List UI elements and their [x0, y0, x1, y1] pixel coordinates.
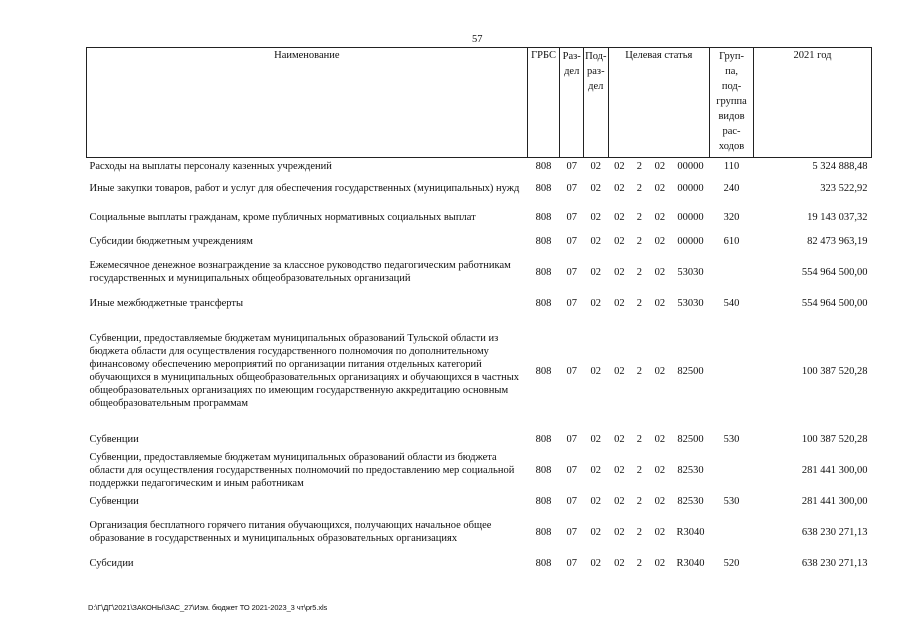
row-target-2: 2 [636, 526, 642, 538]
row-razdel: 07 [566, 160, 577, 172]
row-target-4: 00000 [677, 183, 704, 194]
row-sum: 323 522,92 [820, 183, 868, 194]
row-target-2: 2 [636, 266, 642, 278]
row-grbs: 808 [535, 433, 552, 445]
header-group-line: па, [725, 66, 738, 77]
row-razdel: 07 [566, 433, 577, 445]
row-target-1: 02 [614, 235, 625, 247]
row-razdel: 07 [566, 297, 577, 309]
row-target-4: 82500 [677, 365, 704, 377]
row-target-2: 2 [636, 160, 642, 172]
row-name: Субсидии бюджетным учреждениям [89, 235, 253, 247]
row-group [710, 250, 754, 294]
row-group: 610 [723, 235, 740, 247]
header-grbs: ГРБС [527, 48, 560, 158]
row-podrazdel: 02 [590, 160, 602, 172]
row-target-3: 02 [654, 433, 666, 445]
header-group-line: под- [721, 81, 742, 92]
row-podrazdel: 02 [590, 557, 602, 569]
row-target-3: 02 [654, 464, 666, 476]
header-group [710, 48, 754, 158]
page-number: 57 [472, 34, 483, 45]
row-razdel: 07 [566, 464, 577, 476]
table-row [87, 554, 872, 572]
row-podrazdel: 02 [590, 464, 602, 476]
row-razdel: 07 [566, 495, 577, 507]
header-target: Целевая статья [608, 48, 709, 158]
header-group-line: ходов [718, 141, 745, 152]
row-name: Расходы на выплаты персоналу казенных учреждений [89, 160, 332, 172]
header-name: Наименование [87, 48, 528, 158]
table-row [87, 448, 872, 492]
header-group-line: Груп- [719, 51, 744, 62]
row-razdel: 07 [566, 183, 577, 194]
row-target-1: 02 [614, 526, 625, 538]
row-name: Иные межбюджетные трансферты [89, 297, 244, 309]
table-row [87, 510, 872, 554]
row-grbs: 808 [535, 495, 552, 507]
row-group [710, 312, 754, 430]
row-name: Иные закупки товаров, работ и услуг для обеспечения государственных (муниципальных) нужд [89, 183, 520, 194]
table-row [87, 174, 872, 203]
row-sum: 638 230 271,13 [801, 526, 868, 538]
row-target-3: 02 [654, 235, 666, 247]
header-podrazdel-line: дел [588, 81, 604, 92]
table-row [87, 492, 872, 510]
row-grbs: 808 [535, 557, 552, 569]
header-podrazdel-line: раз- [587, 66, 605, 77]
row-target-2: 2 [636, 183, 642, 194]
row-target-3: 02 [654, 297, 666, 309]
row-target-1: 02 [614, 557, 625, 569]
table-row [87, 294, 872, 312]
row-target-4: R3040 [676, 526, 705, 538]
row-target-3: 02 [654, 526, 666, 538]
row-grbs: 808 [535, 365, 552, 377]
row-grbs: 808 [535, 160, 552, 172]
row-podrazdel: 02 [590, 433, 602, 445]
row-target-2: 2 [636, 212, 642, 223]
row-sum: 554 964 500,00 [801, 297, 868, 309]
row-name: Ежемесячное денежное вознаграждение за классное руководство педагогическим работникам государственных и муниципальных общеобразовательных организаций [89, 260, 511, 284]
row-target-1: 02 [614, 212, 625, 223]
row-target-2: 2 [636, 235, 642, 247]
row-grbs: 808 [535, 266, 552, 278]
row-name: Субвенции, предоставляемые бюджетам муниципальных образований Тульской области из бюджета области для осуществления государственного полномочия по дополнительному финансовому обеспечению мероприятий по организации питания отдельных категорий обучающихся в муниципальных общеобразовательных организациях и обучающихся в частных общеобразовательных организациях по имеющим государственную аккредитацию основным общеобразовательным программам [89, 333, 520, 409]
row-group: 320 [723, 212, 740, 223]
row-target-1: 02 [614, 365, 625, 377]
header-razdel-line: Раз- [562, 51, 581, 62]
row-target-4: 53030 [677, 297, 704, 309]
file-path-footer: D:\Г\ДГ\2021\ЗАКОНЫ\ЗАС_27\Изм. бюджет ТО 2021-2023_3 чт\pr5.xls [88, 603, 328, 612]
row-target-1: 02 [614, 495, 625, 507]
row-razdel: 07 [566, 557, 577, 569]
row-target-3: 02 [654, 183, 666, 194]
row-podrazdel: 02 [590, 212, 602, 223]
row-group: 520 [723, 557, 740, 569]
header-podrazdel-line: Под- [585, 51, 607, 62]
table-row [87, 203, 872, 232]
row-grbs: 808 [535, 212, 552, 223]
row-target-4: 00000 [677, 235, 704, 247]
row-grbs: 808 [535, 297, 552, 309]
header-group-line: группа [716, 96, 747, 107]
row-grbs: 808 [535, 464, 552, 476]
header-group-line: видов [718, 111, 745, 122]
row-podrazdel: 02 [590, 526, 602, 538]
row-razdel: 07 [566, 212, 577, 223]
row-sum: 100 387 520,28 [801, 365, 868, 377]
row-podrazdel: 02 [590, 235, 602, 247]
row-razdel: 07 [566, 526, 577, 538]
row-target-3: 02 [654, 160, 666, 172]
row-group: 240 [723, 183, 740, 194]
table-header-row [87, 48, 872, 158]
row-sum: 82 473 963,19 [807, 235, 868, 247]
row-group: 530 [723, 433, 740, 445]
row-podrazdel: 02 [590, 266, 602, 278]
header-year: 2021 год [754, 48, 872, 158]
row-group: 540 [723, 297, 740, 309]
row-target-1: 02 [614, 266, 625, 278]
row-sum: 5 324 888,48 [812, 160, 868, 172]
row-group [710, 510, 754, 554]
header-razdel-line: дел [564, 66, 580, 77]
row-grbs: 808 [535, 183, 552, 194]
row-target-4: 00000 [677, 160, 704, 172]
row-name: Субвенции, предоставляемые бюджетам муниципальных образований области из бюджета области для осуществления государственных полномочий по предоставлению мер социальной поддержки педагогическим и иным работникам [89, 451, 515, 489]
row-target-4: 82530 [677, 464, 704, 476]
row-sum: 19 143 037,32 [807, 212, 868, 223]
table-row [87, 232, 872, 250]
row-razdel: 07 [566, 266, 577, 278]
row-target-1: 02 [614, 160, 625, 172]
budget-table [86, 47, 872, 572]
row-sum: 100 387 520,28 [801, 433, 868, 445]
row-target-3: 02 [654, 495, 666, 507]
row-podrazdel: 02 [590, 297, 602, 309]
row-target-2: 2 [636, 297, 642, 309]
row-sum: 638 230 271,13 [801, 557, 868, 569]
table-row [87, 250, 872, 294]
row-target-2: 2 [636, 464, 642, 476]
table-row [87, 158, 872, 175]
row-group: 530 [723, 495, 740, 507]
row-target-2: 2 [636, 365, 642, 377]
row-name: Социальные выплаты гражданам, кроме публичных нормативных социальных выплат [89, 212, 476, 223]
row-name: Субвенции [89, 495, 139, 507]
row-name: Организация бесплатного горячего питания обучающихся, получающих начальное общее образование в государственных и муниципальных образовательных организациях [89, 520, 492, 544]
table-row [87, 430, 872, 448]
row-group: 110 [723, 160, 740, 172]
row-target-3: 02 [654, 266, 666, 278]
row-target-3: 02 [654, 557, 666, 569]
row-target-2: 2 [636, 495, 642, 507]
row-target-1: 02 [614, 297, 625, 309]
row-grbs: 808 [535, 235, 552, 247]
row-target-3: 02 [654, 212, 666, 223]
row-name: Субвенции [89, 433, 139, 445]
row-target-3: 02 [654, 365, 666, 377]
row-razdel: 07 [566, 365, 577, 377]
row-target-2: 2 [636, 557, 642, 569]
row-sum: 281 441 300,00 [801, 464, 868, 476]
row-podrazdel: 02 [590, 183, 602, 194]
row-target-4: 82500 [677, 433, 704, 445]
row-sum: 281 441 300,00 [801, 495, 868, 507]
row-target-4: 53030 [677, 266, 704, 278]
row-grbs: 808 [535, 526, 552, 538]
row-target-4: 82530 [677, 495, 704, 507]
row-podrazdel: 02 [590, 365, 602, 377]
row-target-1: 02 [614, 464, 625, 476]
row-name: Субсидии [89, 557, 134, 569]
row-group [710, 448, 754, 492]
row-target-4: 00000 [677, 212, 704, 223]
header-group-line: рас- [722, 126, 741, 137]
row-razdel: 07 [566, 235, 577, 247]
row-target-1: 02 [614, 433, 625, 445]
header-razdel [560, 48, 584, 158]
row-target-1: 02 [614, 183, 625, 194]
row-target-4: R3040 [676, 557, 705, 569]
row-sum: 554 964 500,00 [801, 266, 868, 278]
table-row [87, 312, 872, 430]
header-podrazdel [584, 48, 609, 158]
row-target-2: 2 [636, 433, 642, 445]
row-podrazdel: 02 [590, 495, 602, 507]
